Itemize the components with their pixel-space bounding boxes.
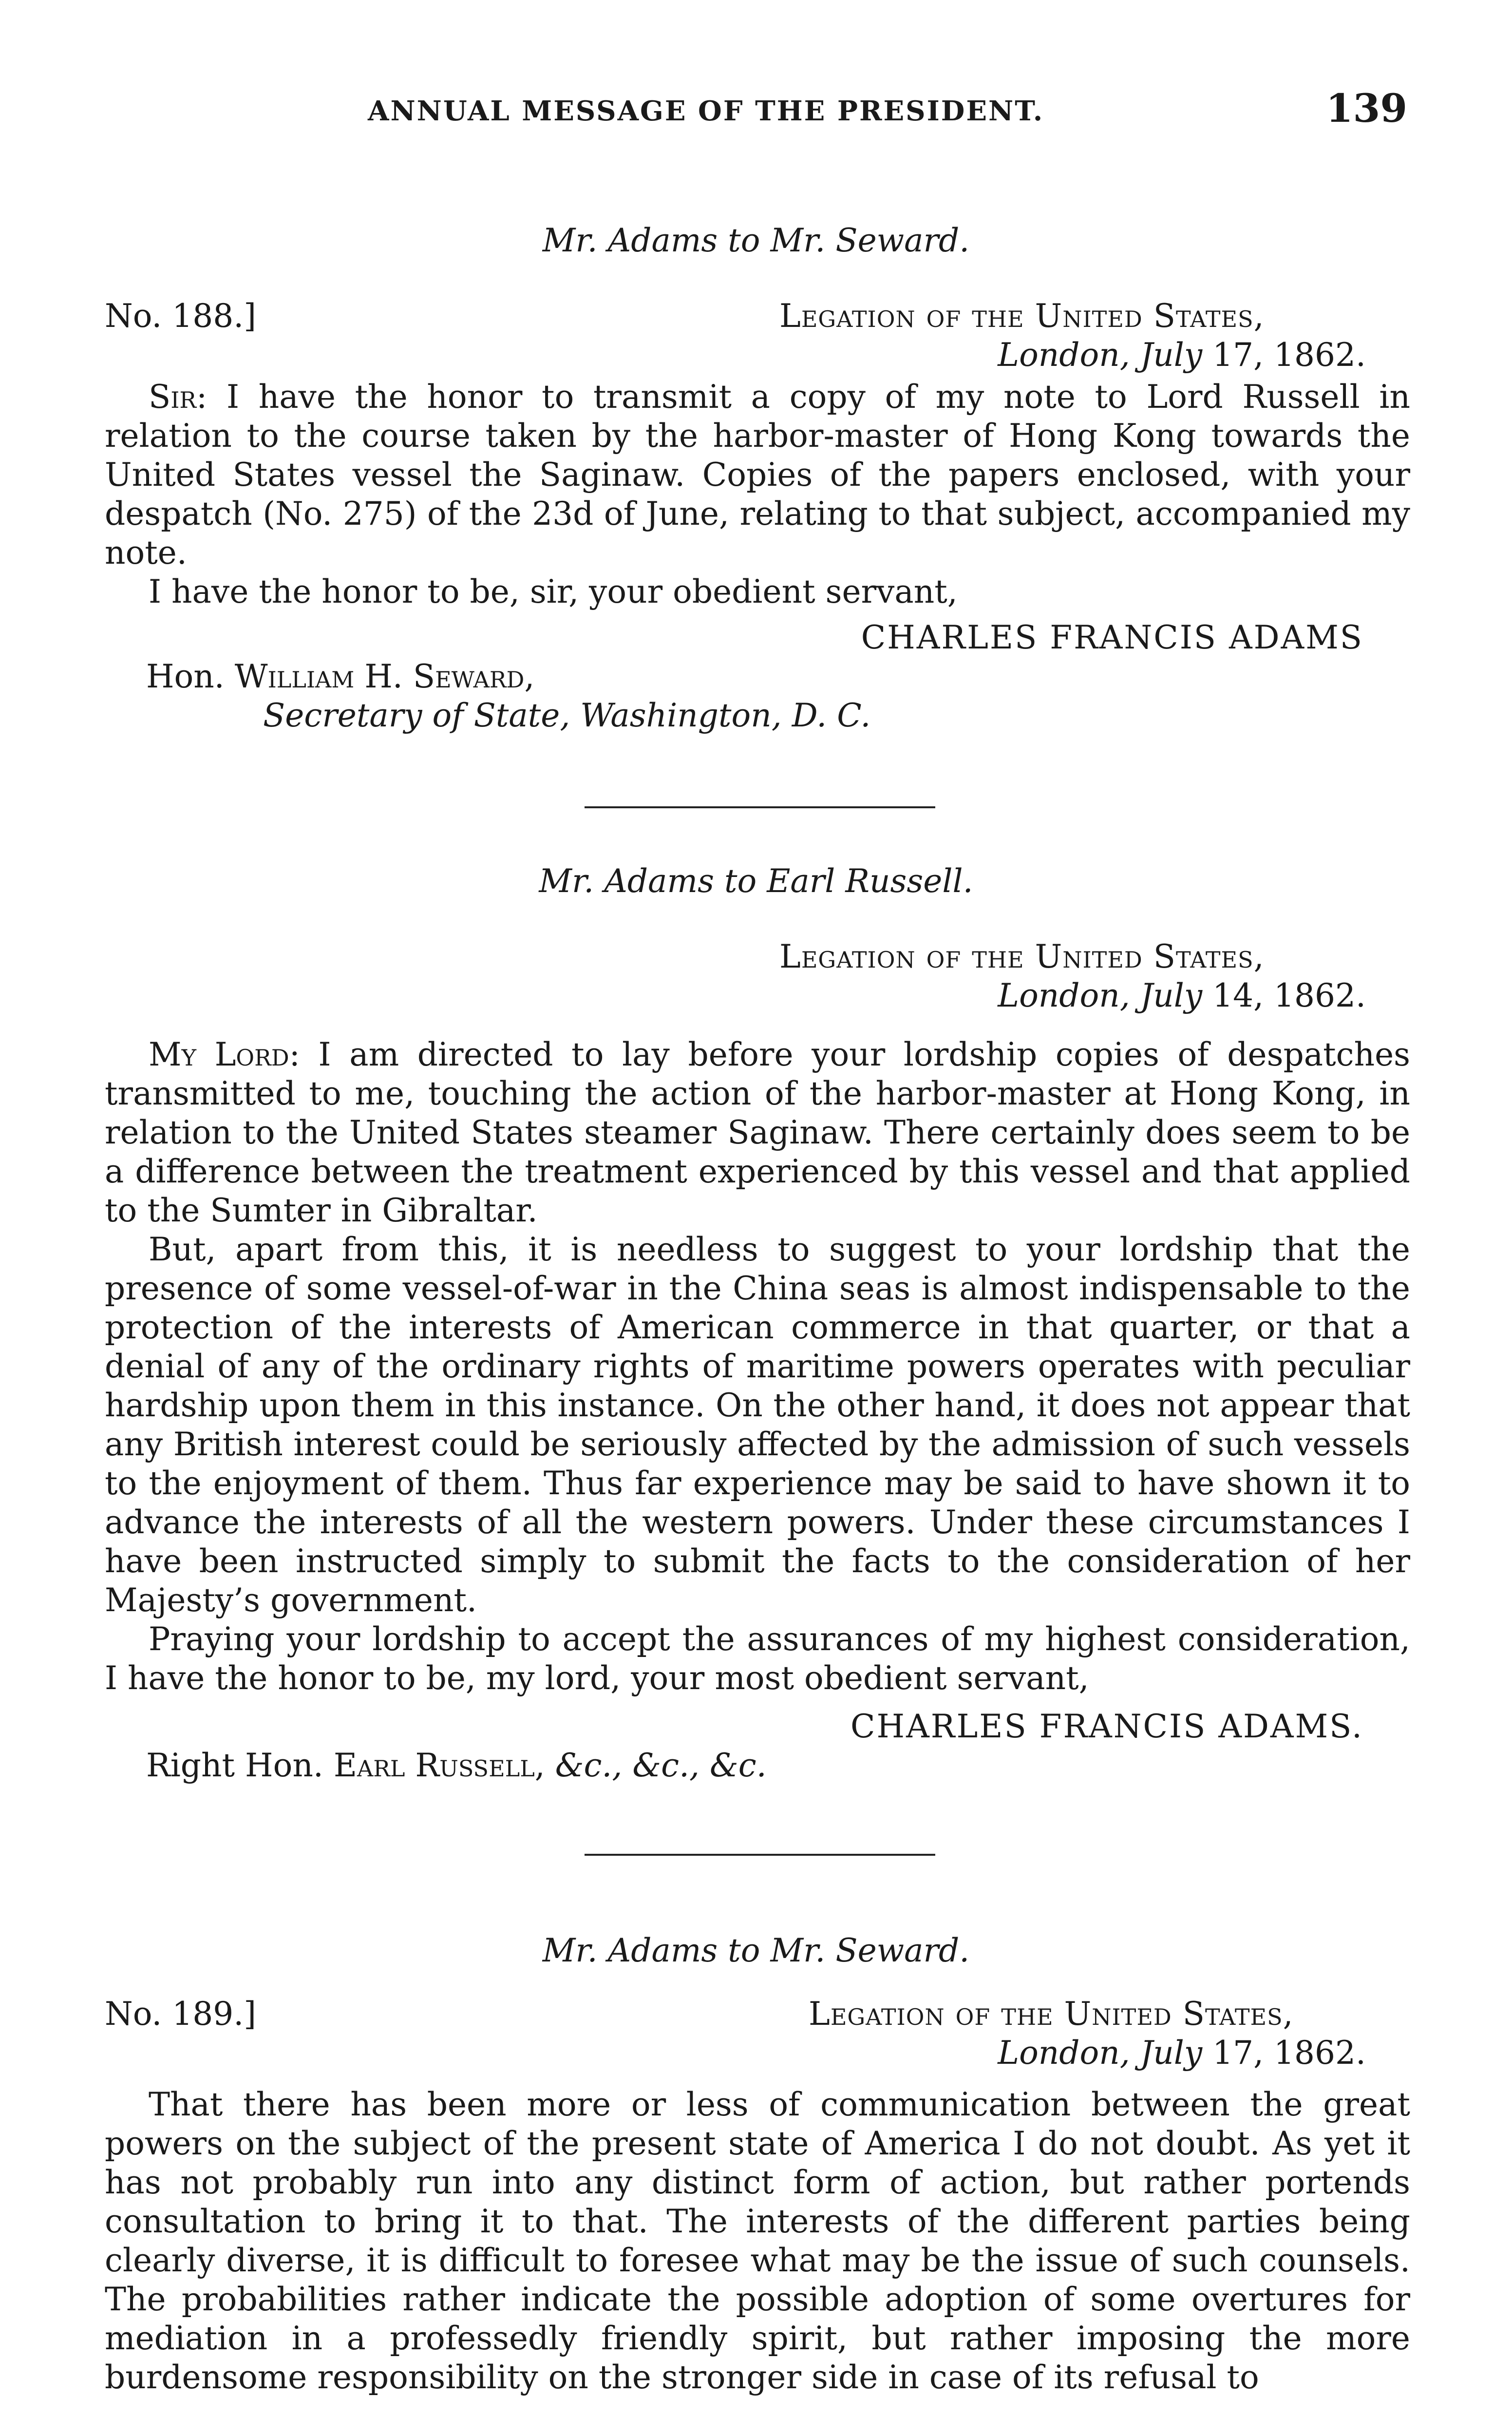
letter-1-salutation: Sir — [149, 378, 197, 416]
letter-2-date-place: London, July — [998, 977, 1203, 1014]
letter-3-date-place: London, July — [998, 2034, 1203, 2072]
letter-3-doc-number: No. 189.] — [105, 1995, 256, 2033]
letter-2-addressee-prefix: Right Hon. — [146, 1747, 323, 1784]
letter-2-date-day: 14, 1862. — [1212, 977, 1366, 1014]
letter-1-doc-number: No. 188.] — [105, 297, 256, 335]
letter-1-title: Mr. Adams to Mr. Seward. — [542, 222, 970, 259]
letter-1-date-day: 17, 1862. — [1212, 336, 1366, 374]
letter-3-body — [105, 2085, 1410, 2397]
letter-1-dateline — [998, 336, 1366, 374]
letter-2-addressee — [146, 1747, 767, 1784]
section-divider — [585, 1854, 935, 1856]
letter-1-paragraph-1-text: : I have the honor to transmit a copy of my note to Lord Russell in relation to the course taken by the harbor-master of Hong Kong towards the United States vessel the Saginaw. Copies of the papers enclosed, with your despatch (No. 275) of the 23d of June, relating to that subject, accompanied my note. — [105, 378, 1410, 571]
letter-3-paragraph-1: That there has been more or less of communication between the great powers on the subject of the present state of America I do not doubt. As yet it has not probably run into any distinct form of action, but rather portends consultation to bring it to that. The interests of the different parties being clearly diverse, it is difficult to foresee what may be the issue of such counsels. The probabilities rather indicate the possible adoption of some overtures for mediation in a professedly friendly spirit, but rather imposing the more burdensome responsibility on the stronger side in case of its refusal to — [105, 2086, 1410, 2396]
letter-1-addressee — [146, 658, 534, 695]
letter-1-date-place: London, July — [998, 336, 1203, 374]
letter-2-addressee-name: Earl Russell, — [333, 1747, 545, 1784]
letter-2-signature: CHARLES FRANCIS ADAMS. — [850, 1708, 1363, 1745]
running-title: ANNUAL MESSAGE OF THE PRESIDENT. — [368, 95, 1044, 127]
letter-2-paragraph-3: Praying your lordship to accept the assurances of my highest consideration, I have the honor to be, my lord, your most obedient servant, — [105, 1620, 1410, 1697]
letter-2-legation: Legation of the United States, — [779, 938, 1265, 975]
letter-2-title: Mr. Adams to Earl Russell. — [539, 862, 973, 900]
letter-1-paragraph-2: I have the honor to be, sir, your obedient servant, — [149, 573, 958, 610]
letter-2-body — [105, 1035, 1410, 1698]
letter-1-legation: Legation of the United States, — [779, 297, 1265, 335]
letter-2-dateline — [998, 977, 1366, 1014]
letter-2-paragraph-2: But, apart from this, it is needless to suggest to your lordship that the presence of some vessel-of-war in the China seas is almost indispensable to the protection of the interests of American commerce in that quarter, or that a denial of any of the ordinary rights of maritime powers operates with peculiar hardship upon them in this instance. On the other hand, it does not appear that any British interest could be seriously affected by the admission of such vessels to the enjoyment of them. Thus far experience may be said to have shown it to advance the interests of all the western powers. Under these circumstances I have been instructed simply to submit the facts to the consideration of her Majesty’s government. — [105, 1231, 1410, 1619]
letter-1-addressee-title: Secretary of State, Washington, D. C. — [263, 697, 871, 734]
letter-1-addressee-name: William H. Seward, — [234, 658, 535, 695]
running-header — [105, 85, 1407, 139]
letter-2-addressee-suffix: &c., &c., &c. — [555, 1747, 767, 1784]
letter-1-paragraph-1 — [105, 378, 1410, 572]
letter-1-body — [105, 378, 1410, 611]
letter-2-paragraph-1 — [105, 1035, 1410, 1230]
section-divider — [585, 806, 935, 808]
letter-3-legation: Legation of the United States, — [809, 1995, 1294, 2033]
page-number: 139 — [1326, 85, 1407, 131]
letter-3-date-day: 17, 1862. — [1212, 2034, 1366, 2072]
letter-2-paragraph-1-text: : I am directed to lay before your lordship copies of despatches transmitted to me, touching the action of the harbor-master at Hong Kong, in relation to the United States steamer Saginaw. There certainly does seem to be a difference between the treatment experienced by this vessel and that applied to the Sumter in Gibraltar. — [105, 1036, 1411, 1229]
letter-2-salutation: My Lord — [149, 1036, 289, 1073]
letter-3-dateline — [998, 2034, 1366, 2072]
letter-1-addressee-prefix: Hon. — [146, 658, 225, 695]
letter-1-signature: CHARLES FRANCIS ADAMS — [861, 619, 1363, 656]
letter-3-title: Mr. Adams to Mr. Seward. — [542, 1932, 970, 1969]
